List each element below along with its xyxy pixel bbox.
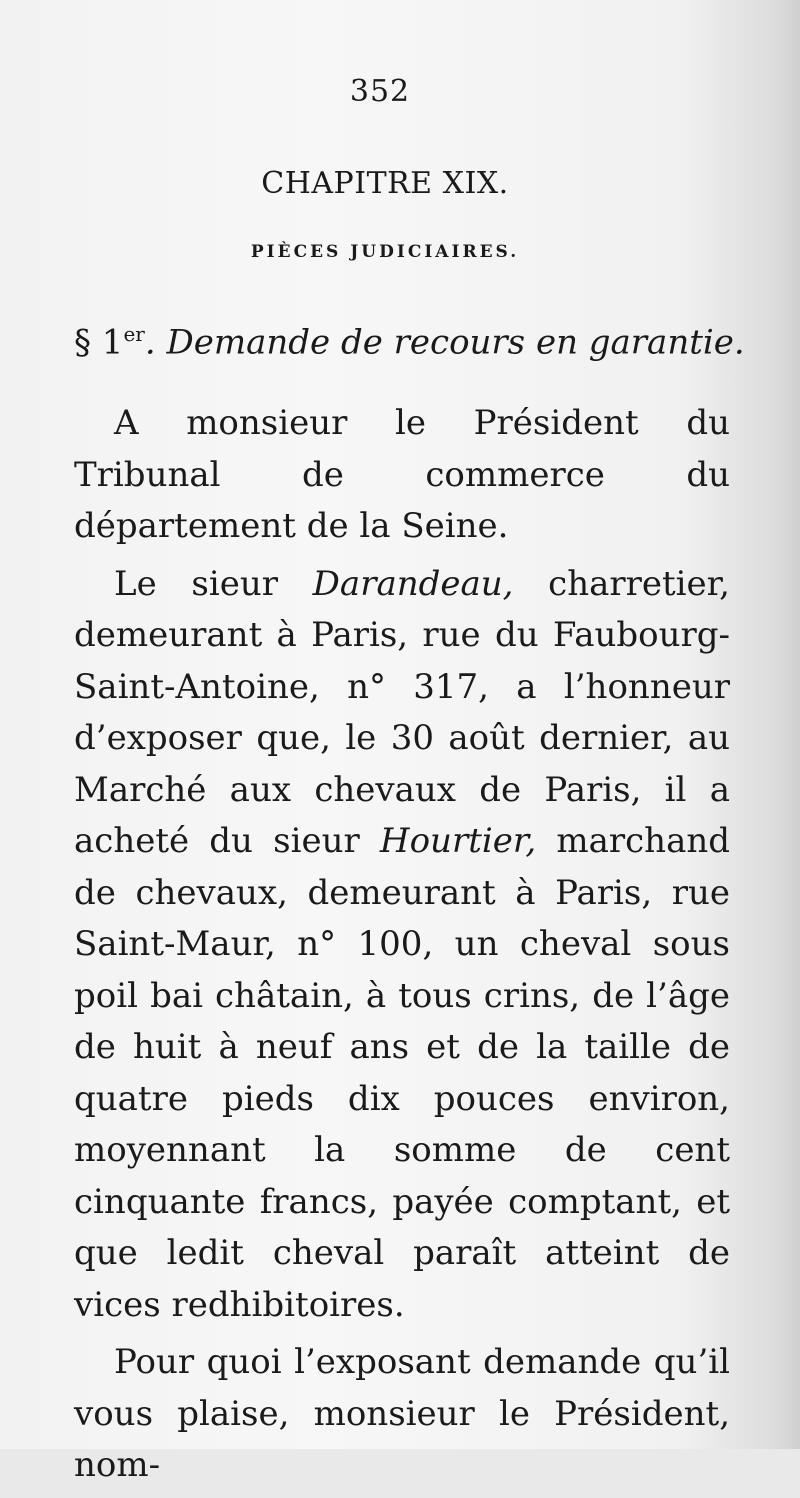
plaintiff-name: Darandeau,: [312, 563, 514, 604]
paragraph-request: Pour quoi l’exposant demande qu’il vous plaise, monsieur le Président, nom-: [74, 1342, 730, 1485]
section-superscript: er: [123, 322, 145, 346]
subsection-heading: [74, 322, 745, 363]
text-run: marchand de chevaux, demeurant à Paris, rue Saint-Maur, n° 100, un cheval sous poil bai châtain, à tous crins, de l’âge de huit à neuf ans et de la taille de quatre pieds dix pouces environ, moyennant la somme de cent cinquante francs, payée comptant, et que ledit cheval paraît atteint de vices redhibitoires.: [74, 821, 731, 1325]
paragraph-address: A monsieur le Président du Tribunal de commerce du département de la Seine.: [74, 403, 730, 546]
paragraph-exposition: [74, 559, 730, 1332]
chapter-title: CHAPITRE XIX.: [261, 166, 509, 201]
section-title: PIÈCES JUDICIAIRES.: [250, 242, 520, 262]
body-text: [74, 398, 730, 1498]
page-number: 352: [349, 74, 411, 109]
defendant-name: Hourtier,: [379, 821, 537, 861]
text-run: Le sieur: [114, 563, 313, 604]
section-symbol: § 1: [74, 322, 124, 363]
heading-text: . Demande de recours en garantie.: [144, 322, 745, 363]
text-run: charretier, demeurant à Paris, rue du Faubourg-Saint-Antoine, n° 317, a l’honneur d’exposer que, le 30 août dernier, au Marché aux chevaux de Paris, il a acheté du sieur: [74, 563, 730, 861]
